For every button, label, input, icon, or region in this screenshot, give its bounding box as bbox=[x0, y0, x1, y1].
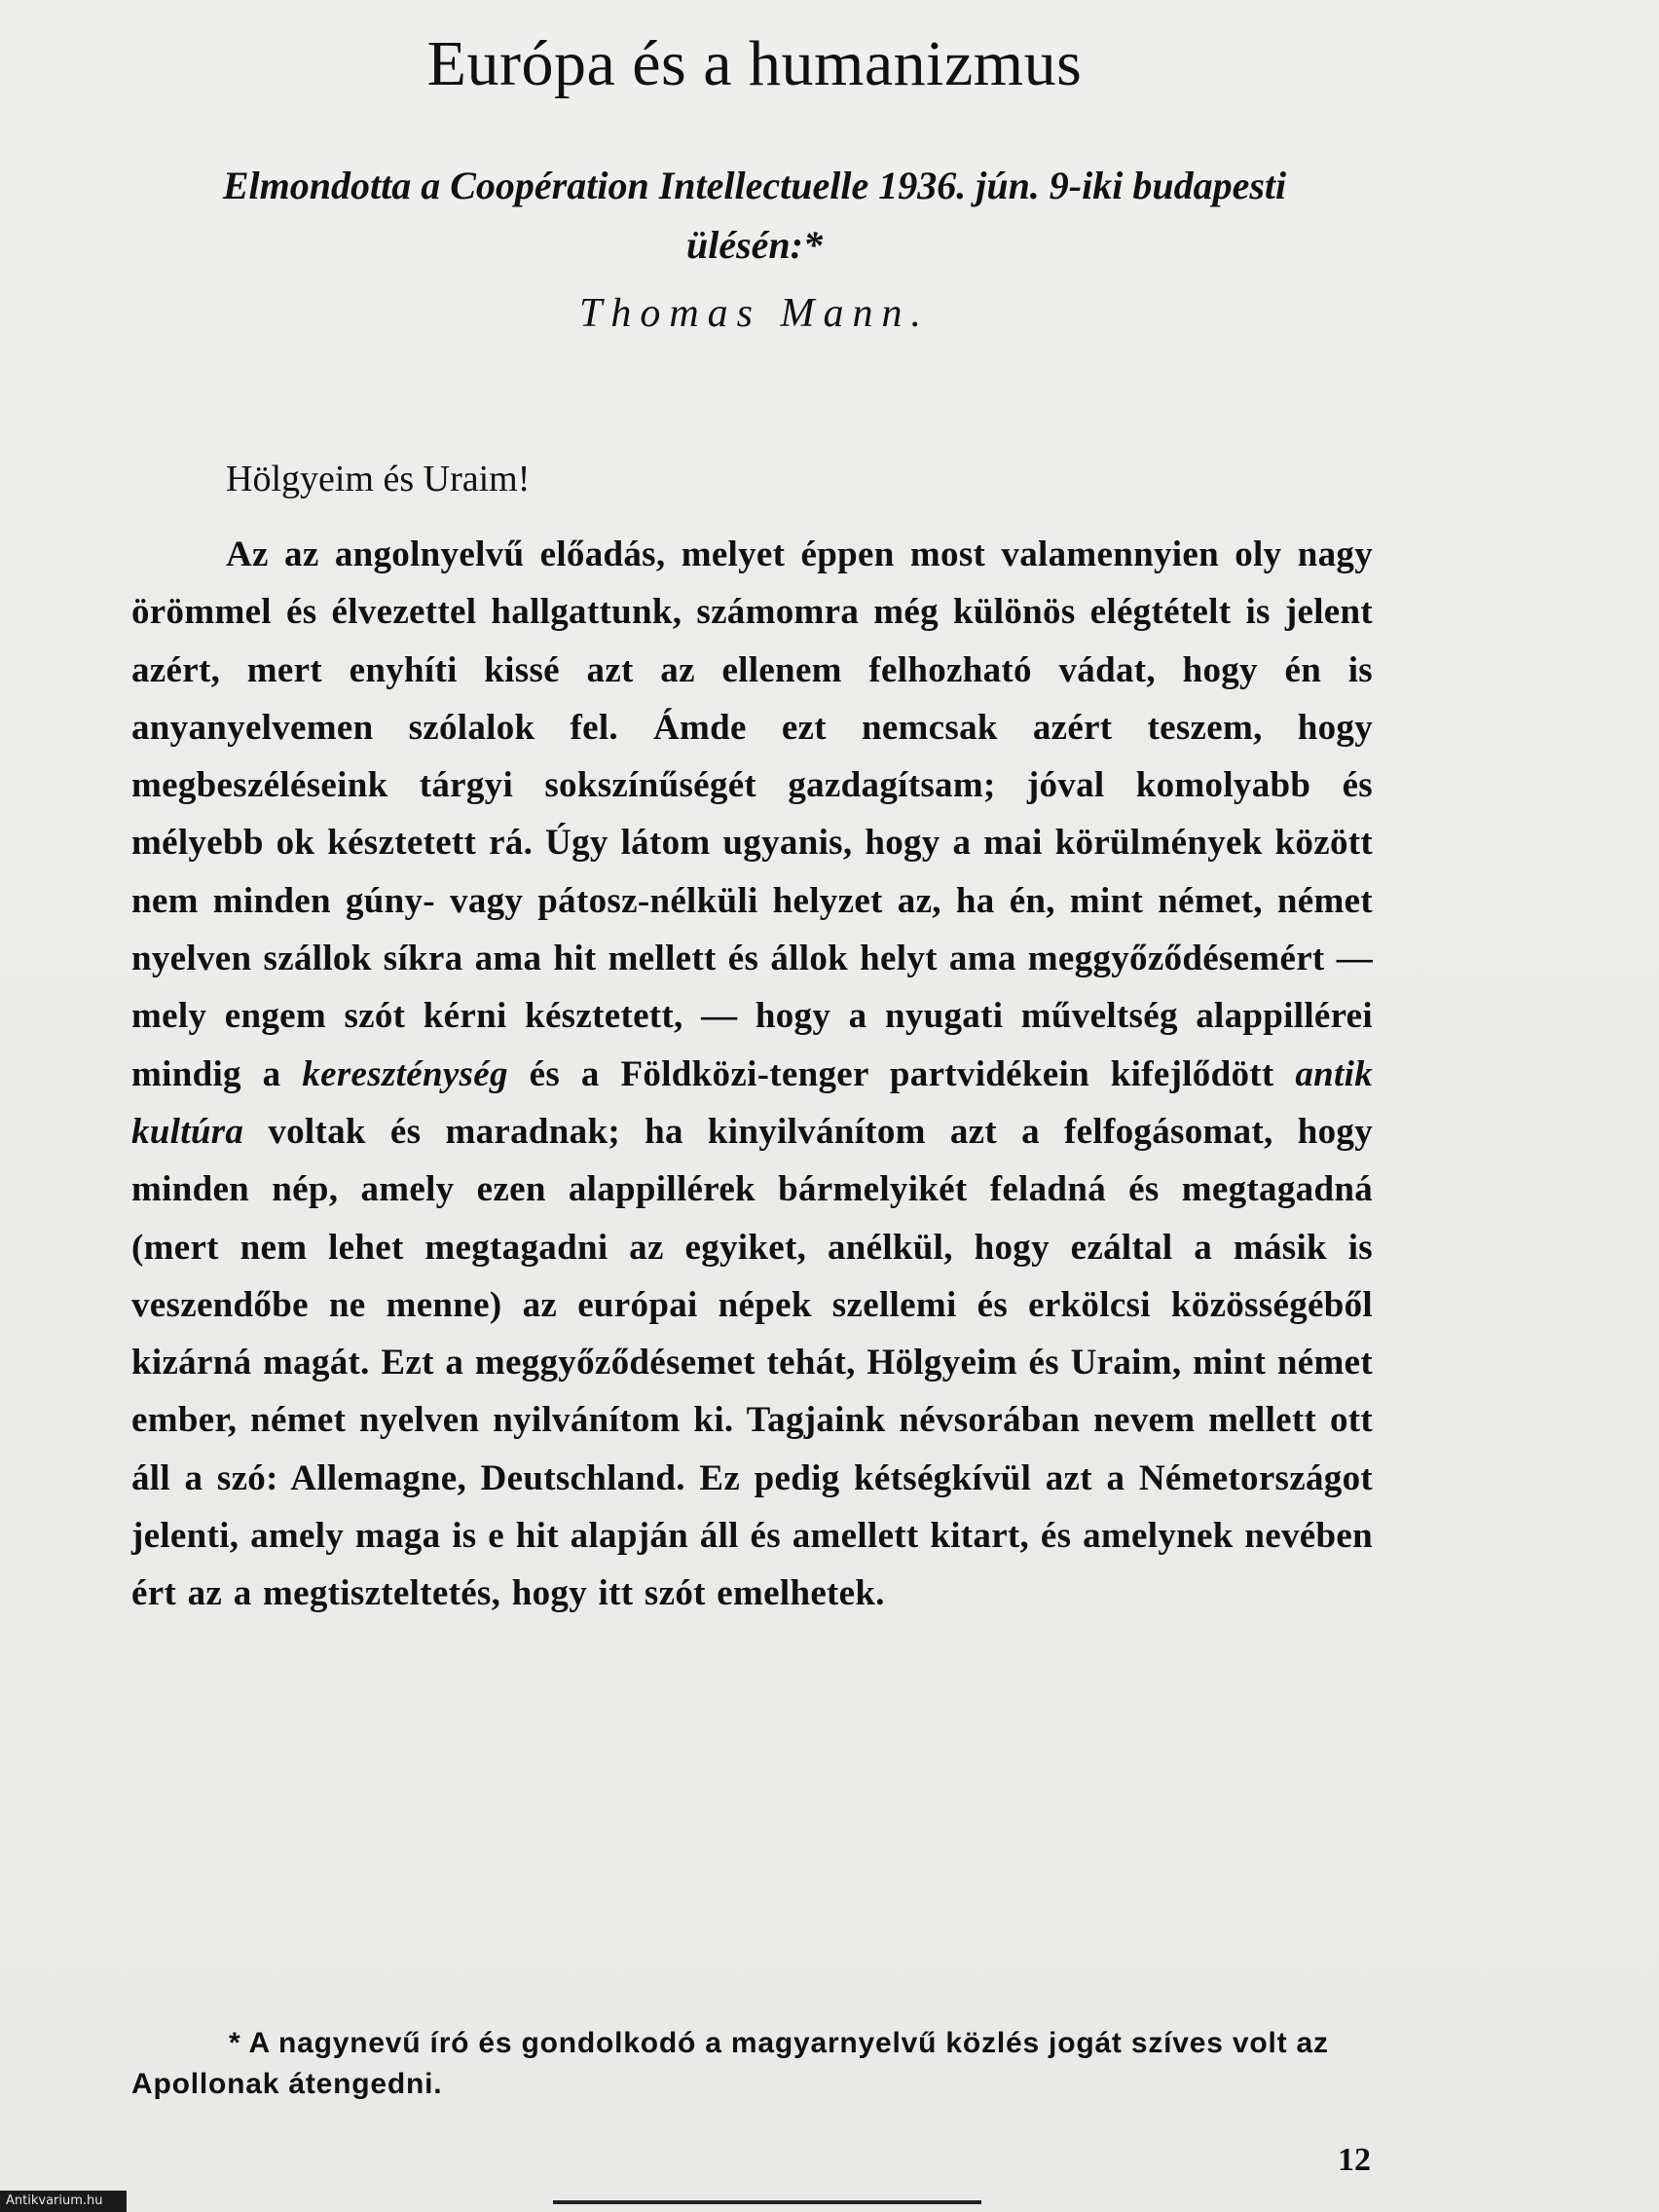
page-number: 12 bbox=[1338, 2142, 1371, 2178]
article-title: Európa és a humanizmus bbox=[426, 28, 1083, 99]
emphasis-antique-culture: antik kultúra bbox=[131, 1053, 1373, 1152]
body-text-part-2: és a Földközi-tenger partvidékein kifejlődött bbox=[507, 1053, 1296, 1094]
body-text-part-3: voltak és maradnak; ha kinyilvánítom azt a felfogásomat, hogy minden nép, amely ezen alappillérek bármelyikét feladná és megtagadná (mert nem lehet megtagadni az egyiket, anélkül, hogy ezáltal a másik is veszendőbe ne menne) az európai népek szellemi és erkölcsi közösségéből kizárná magát. Ezt a meggyőződésemet tehát, Hölgyeim és Uraim, mint német ember, német nyelven nyilvánítom ki. Tagjaink névsorában nevem mellett ott áll a szó: Allemagne, Deutschland. Ez pedig kétségkívül azt a Németországot jelenti, amely maga is e hit alapján áll és amellett kitart, és amelynek nevében ért az a megtiszteltetés, hogy itt szót emelhetek. bbox=[131, 1111, 1373, 1614]
article-author: Thomas Mann. bbox=[578, 291, 931, 336]
body-text-part-1: Az az angolnyelvű előadás, melyet éppen most valamennyien oly nagy örömmel és élvezettel hallgattunk, számomra még különös elégtételt is jelent azért, mert enyhíti kissé azt az ellenem felhozható vádat, hogy én is anyanyelvemen szólalok fel. Ámde ezt nemcsak azért teszem, hogy megbeszéléseink tárgyi sokszínűségét gazdagítsam; jóval komolyabb és mélyebb ok késztetett rá. Úgy látom ugyanis, hogy a mai körülmények között nem minden gúny- vagy pátosz-nélküli helyzet az, ha én, mint német, német nyelven szállok síkra ama hit mellett és állok helyt ama meggyőződésemért — mely engem szót kérni késztetett, — hogy a nyugati műveltség alappillérei mindig a bbox=[131, 535, 1373, 1094]
salutation: Hölgyeim és Uraim! bbox=[226, 459, 531, 499]
watermark: Antikvarium.hu bbox=[0, 2191, 127, 2212]
body-paragraph bbox=[131, 526, 1373, 1623]
article-subtitle: Elmondotta a Coopération Intellectuelle 1936. jún. 9-iki budapesti ülésén:* bbox=[222, 164, 1287, 267]
emphasis-christianity: kereszténység bbox=[302, 1053, 508, 1094]
bottom-rule bbox=[553, 2200, 981, 2204]
footnote: * A nagynevű író és gondolkodó a magyarnyelvű közlés jogát szíves volt az Apollonak átengedni. bbox=[131, 2027, 1329, 2100]
